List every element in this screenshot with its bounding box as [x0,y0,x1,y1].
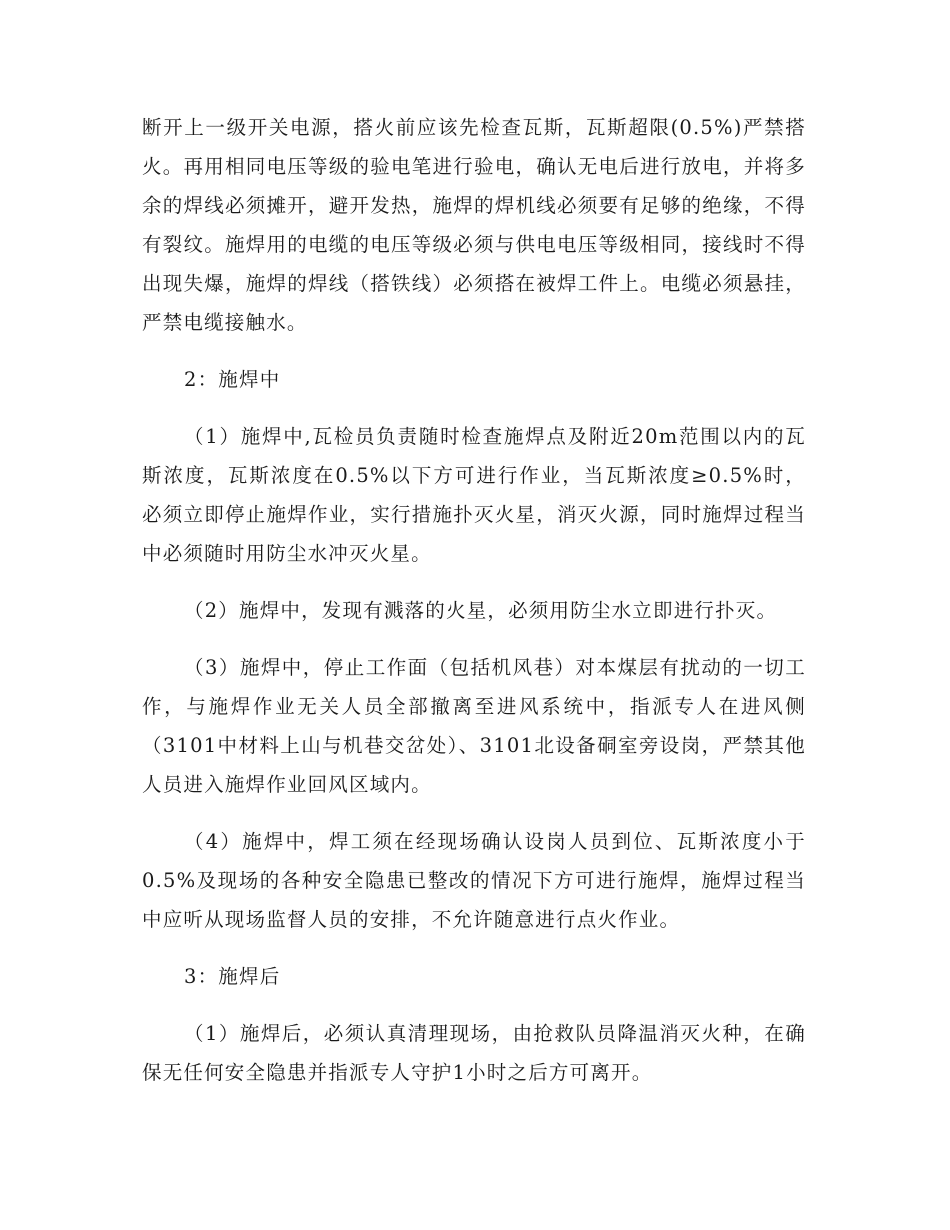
section-heading-during-welding: 2：施焊中 [184,368,281,391]
paragraph-during-4: （4）施焊中，焊工须在经现场确认设岗人员到位、瓦斯浓度小于0.5%及现场的各种安全隐患已整改的情况下方可进行施焊，施焊过程当中应听从现场监督人员的安排，不允许随意进行点火作业。 [142,830,806,931]
paragraph-after-1: （1）施焊后，必须认真清理现场，由抢救队员降温消灭火种，在确保无任何安全隐患并指派专人守护1小时之后方可离开。 [142,1022,806,1084]
paragraph-power-disconnect: 断开上一级开关电源，搭火前应该先检查瓦斯，瓦斯超限(0.5%)严禁搭火。再用相同电压等级的验电笔进行验电，确认无电后进行放电，并将多余的焊线必须摊开，避开发热，施焊的焊机线必须要有足够的绝缘，不得有裂纹。施焊用的电缆的电压等级必须与供电电压等级相同，接线时不得出现失爆，施焊的焊线（搭铁线）必须搭在被焊工件上。电缆必须悬挂，严禁电缆接触水。 [142,116,806,334]
section-heading-after-welding: 3：施焊后 [184,965,281,988]
document-body [142,108,806,1092]
paragraph-during-1: （1）施焊中,瓦检员负责随时检查施焊点及附近20m范围以内的瓦斯浓度，瓦斯浓度在0.5%以下方可进行作业，当瓦斯浓度≥0.5%时，必须立即停止施焊作业，实行措施扑灭火星，消灭火源，同时施焊过程当中必须随时用防尘水冲灭火星。 [142,425,806,565]
paragraph-during-2: （2）施焊中，发现有溅落的火星，必须用防尘水立即进行扑灭。 [184,599,778,622]
paragraph-during-3: （3）施焊中，停止工作面（包括机风巷）对本煤层有扰动的一切工作，与施焊作业无关人员全部撤离至进风系统中，指派专人在进风侧（3101中材料上山与机巷交岔处）、3101北设备硐室旁设岗，严禁其他人员进入施焊作业回风区域内。 [142,656,806,796]
